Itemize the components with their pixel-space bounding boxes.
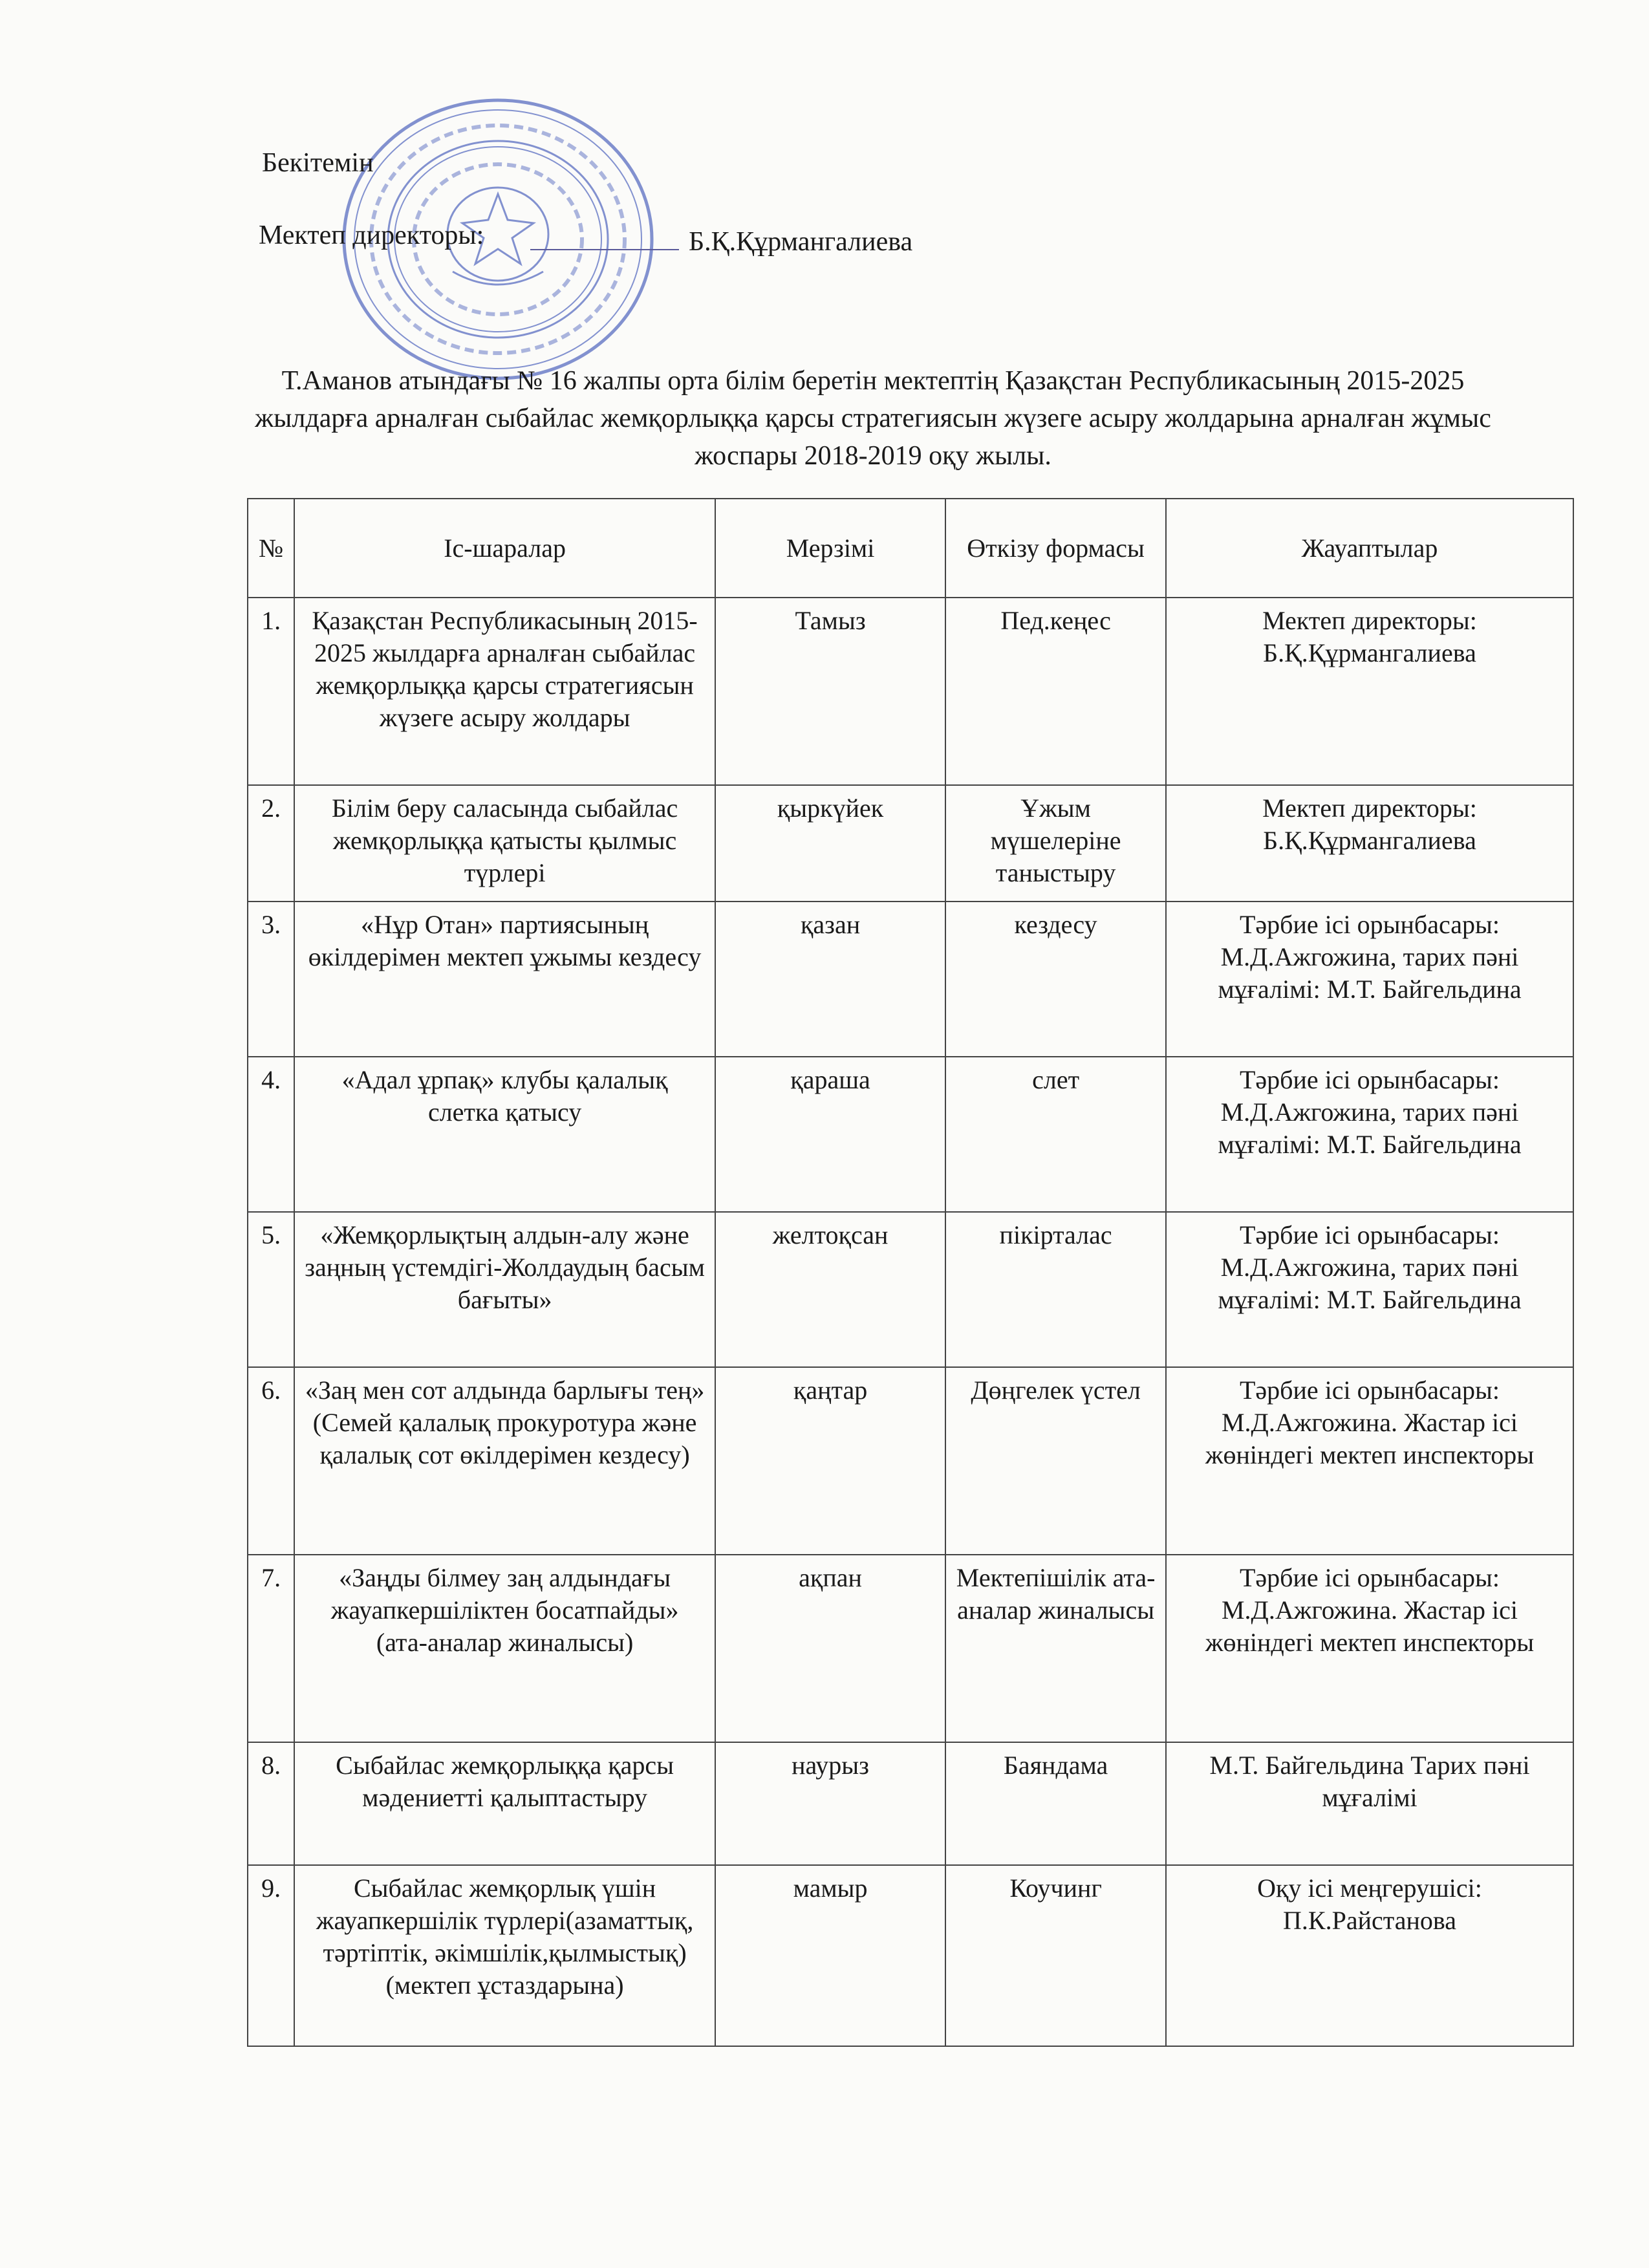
row-responsible: Тәрбие ісі орынбасары: М.Д.Ажгожина. Жастар ісі жөніндегі мектеп инспекторы: [1166, 1367, 1573, 1555]
row-number: 5.: [248, 1212, 294, 1367]
header-responsible: Жауаптылар: [1166, 499, 1573, 598]
table-header-row: [248, 499, 1573, 598]
document-title: Т.Аманов атындағы № 16 жалпы орта білім беретін мектептің Қазақстан Республикасының 2015-2025 жылдарға арналған сыбайлас жемқорлыққа қарсы стратегиясын жүзеге асыру жолдарына арналған жұмыс жоспары 2018-2019 оқу жылы.: [255, 366, 1491, 471]
row-number: 6.: [248, 1367, 294, 1555]
row-date: қыркүйек: [715, 785, 945, 902]
row-activity: «Адал ұрпақ» клубы қалалық слетка қатысу: [294, 1057, 715, 1212]
row-responsible: Мектеп директоры: Б.Қ.Құрмангалиева: [1166, 598, 1573, 785]
row-number: 9.: [248, 1865, 294, 2046]
table-row: [248, 1057, 1573, 1212]
table-row: [248, 598, 1573, 785]
row-date: желтоқсан: [715, 1212, 945, 1367]
table-row: [248, 1555, 1573, 1742]
row-number: 1.: [248, 598, 294, 785]
header-activities: Іс-шаралар: [294, 499, 715, 598]
row-date: қаңтар: [715, 1367, 945, 1555]
row-activity: «Жемқорлықтың алдын-алу және заңның үстемдігі-Жолдаудың басым бағыты»: [294, 1212, 715, 1367]
header-form: Өткізу формасы: [945, 499, 1166, 598]
row-responsible: М.Т. Байгельдина Тарих пәні мұғалімі: [1166, 1742, 1573, 1865]
table-row: [248, 1742, 1573, 1865]
row-number: 4.: [248, 1057, 294, 1212]
header-number: №: [248, 499, 294, 598]
work-plan-table: [247, 498, 1574, 2047]
row-form: кездесу: [945, 902, 1166, 1057]
director-label: Мектеп директоры:: [259, 221, 484, 250]
row-responsible: Тәрбие ісі орынбасары: М.Д.Ажгожина, тарих пәні мұғалімі: М.Т. Байгельдина: [1166, 1212, 1573, 1367]
table-row: [248, 902, 1573, 1057]
row-activity: Қазақстан Республикасының 2015-2025 жылдарға арналған сыбайлас жемқорлыққа қарсы стратегиясын жүзеге асыру жолдары: [294, 598, 715, 785]
row-form: Ұжым мүшелеріне таныстыру: [945, 785, 1166, 902]
row-activity: Білім беру саласында сыбайлас жемқорлыққа қатысты қылмыс түрлері: [294, 785, 715, 902]
row-date: қараша: [715, 1057, 945, 1212]
row-responsible: Тәрбие ісі орынбасары: М.Д.Ажгожина, тарих пәні мұғалімі: М.Т. Байгельдина: [1166, 902, 1573, 1057]
row-responsible: Тәрбие ісі орынбасары: М.Д.Ажгожина, тарих пәні мұғалімі: М.Т. Байгельдина: [1166, 1057, 1573, 1212]
row-activity: «Нұр Отан» партиясының өкілдерімен мектеп ұжымы кездесу: [294, 902, 715, 1057]
row-date: Тамыз: [715, 598, 945, 785]
row-activity: Сыбайлас жемқорлыққа қарсы мәдениетті қалыптастыру: [294, 1742, 715, 1865]
table-row: [248, 1865, 1573, 2046]
table-row: [248, 1367, 1573, 1555]
row-date: ақпан: [715, 1555, 945, 1742]
row-form: Дөңгелек үстел: [945, 1367, 1166, 1555]
row-date: мамыр: [715, 1865, 945, 2046]
table-row: [248, 1212, 1573, 1367]
row-activity: Сыбайлас жемқорлық үшін жауапкершілік түрлері(азаматтық, тәртіптік, әкімшілік,қылмыстық) (мектеп ұстаздарына): [294, 1865, 715, 2046]
director-name: Б.Қ.Құрмангалиева: [689, 227, 913, 257]
row-form: Пед.кеңес: [945, 598, 1166, 785]
row-form: Коучинг: [945, 1865, 1166, 2046]
row-form: слет: [945, 1057, 1166, 1212]
header-date: Мерзімі: [715, 499, 945, 598]
row-date: наурыз: [715, 1742, 945, 1865]
row-form: Мектепішілік ата-аналар жиналысы: [945, 1555, 1166, 1742]
signature-line: [530, 249, 679, 250]
row-responsible: Оқу ісі меңгерушісі: П.К.Райстанова: [1166, 1865, 1573, 2046]
row-number: 8.: [248, 1742, 294, 1865]
row-number: 7.: [248, 1555, 294, 1742]
approval-label: Бекітемін: [262, 148, 374, 178]
table-row: [248, 785, 1573, 902]
row-activity: «Заңды білмеу заң алдындағы жауапкершіліктен босатпайды» (ата-аналар жиналысы): [294, 1555, 715, 1742]
row-number: 2.: [248, 785, 294, 902]
row-number: 3.: [248, 902, 294, 1057]
row-form: пікірталас: [945, 1212, 1166, 1367]
row-date: қазан: [715, 902, 945, 1057]
row-activity: «Заң мен сот алдында барлығы тең» (Семей қалалық прокуротура және қалалық сот өкілдерімен кездесу): [294, 1367, 715, 1555]
row-responsible: Мектеп директоры: Б.Қ.Құрмангалиева: [1166, 785, 1573, 902]
row-responsible: Тәрбие ісі орынбасары: М.Д.Ажгожина. Жастар ісі жөніндегі мектеп инспекторы: [1166, 1555, 1573, 1742]
row-form: Баяндама: [945, 1742, 1166, 1865]
